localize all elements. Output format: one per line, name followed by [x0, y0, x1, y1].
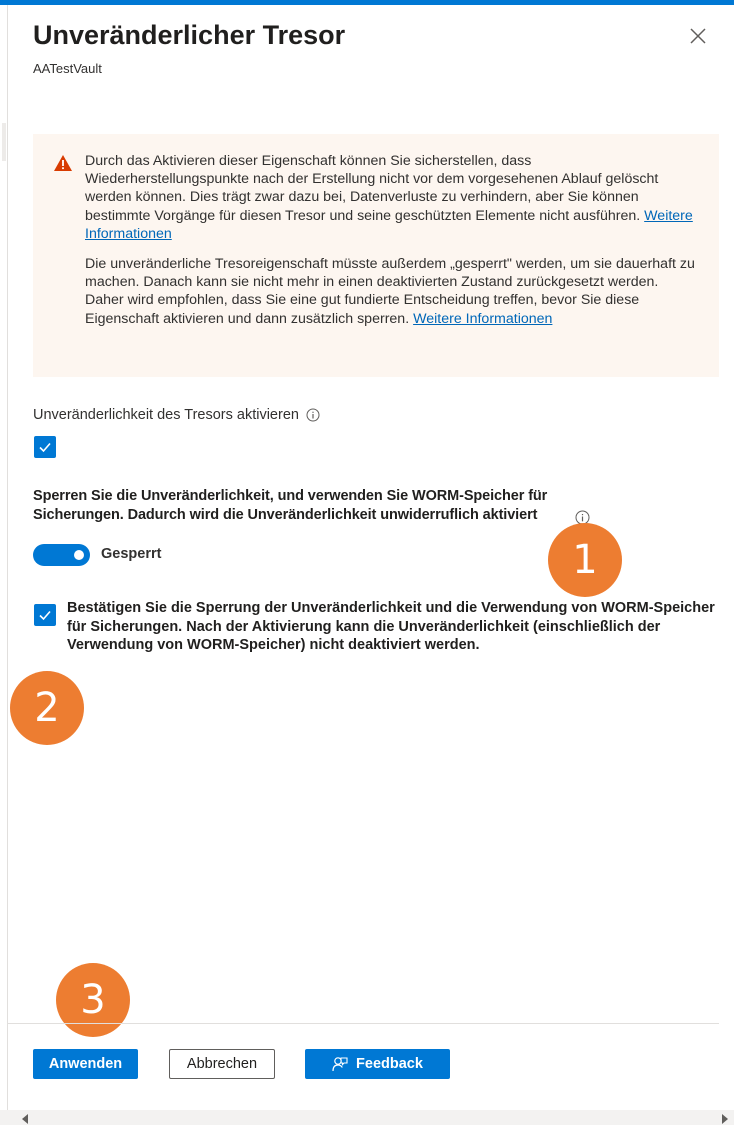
- info-icon[interactable]: [306, 408, 320, 422]
- close-button[interactable]: [684, 22, 712, 50]
- checkmark-icon: [38, 440, 52, 454]
- toggle-knob: [74, 550, 84, 560]
- lock-toggle-label: Gesperrt: [101, 546, 162, 562]
- warning-paragraph-1: [85, 152, 695, 243]
- feedback-icon: [332, 1056, 348, 1072]
- step-badge-2: 2: [10, 671, 84, 745]
- warning-box: [33, 134, 719, 377]
- warning-text-1: Durch das Aktivieren dieser Eigenschaft können Sie sicherstellen, dass Wiederherstellungspunkte nach der Erstellung nicht vor dem vorgesehenen Ablauf gelöscht werden können. Dies trägt zwar dazu bei, Datenverluste zu verhindern, aber Sie können bestimmte Vorgänge für diesen Tresor und seine geschützten Elemente nicht ausführen.: [85, 153, 659, 224]
- immutability-label-text: Unveränderlichkeit des Tresors aktivieren: [33, 407, 299, 423]
- lock-description: Sperren Sie die Unveränderlichkeit, und verwenden Sie WORM-Speicher für Sicherungen. Dadurch wird die Unveränderlichkeit unwiderruflich aktiviert: [33, 488, 548, 523]
- warning-paragraph-2: [85, 255, 695, 328]
- warning-icon: [53, 154, 73, 172]
- top-accent-bar: [0, 0, 734, 5]
- scroll-left-arrow-icon[interactable]: [22, 1114, 28, 1124]
- immutability-label: [33, 407, 320, 423]
- checkmark-icon: [38, 608, 52, 622]
- blade-left-edge: [0, 5, 8, 1110]
- step-badge-3: 3: [56, 963, 130, 1037]
- confirm-checkbox[interactable]: [34, 604, 56, 626]
- close-icon: [684, 22, 712, 50]
- confirm-label: Bestätigen Sie die Sperrung der Unveränderlichkeit und die Verwendung von WORM-Speicher für Sicherungen. Nach der Aktivierung kann die Unveränderlichkeit (einschließlich der Verwendung von WORM-Speicher) nicht deaktiviert werden.: [67, 600, 715, 654]
- feedback-button[interactable]: [305, 1049, 450, 1079]
- apply-button[interactable]: Anwenden: [33, 1049, 138, 1079]
- cancel-button[interactable]: Abbrechen: [169, 1049, 275, 1079]
- more-info-link-2[interactable]: Weitere Informationen: [413, 310, 553, 327]
- horizontal-scrollbar[interactable]: [0, 1110, 734, 1125]
- warning-text-2: Die unveränderliche Tresoreigenschaft müsste außerdem „gesperrt" werden, um sie dauerhaft zu machen. Danach kann sie nicht mehr in einen deaktivierten Zustand zurückgesetzt werden. Daher wird empfohlen, dass Sie eine gut fundierte Entscheidung treffen, bevor Sie diese Eigenschaft aktivieren und dann zusätzlich sperren.: [85, 256, 695, 327]
- page-title: Unveränderlicher Tresor: [33, 20, 346, 50]
- step-badge-1: 1: [548, 523, 622, 597]
- footer-divider: [8, 1023, 719, 1024]
- immutability-checkbox[interactable]: [34, 436, 56, 458]
- lock-toggle[interactable]: [33, 544, 90, 566]
- more-info-link-1[interactable]: Weitere Informationen: [85, 207, 693, 242]
- feedback-label: Feedback: [356, 1056, 423, 1072]
- left-edge-marker: [2, 123, 6, 161]
- scroll-right-arrow-icon[interactable]: [722, 1114, 728, 1124]
- page-subtitle: AATestVault: [33, 61, 102, 76]
